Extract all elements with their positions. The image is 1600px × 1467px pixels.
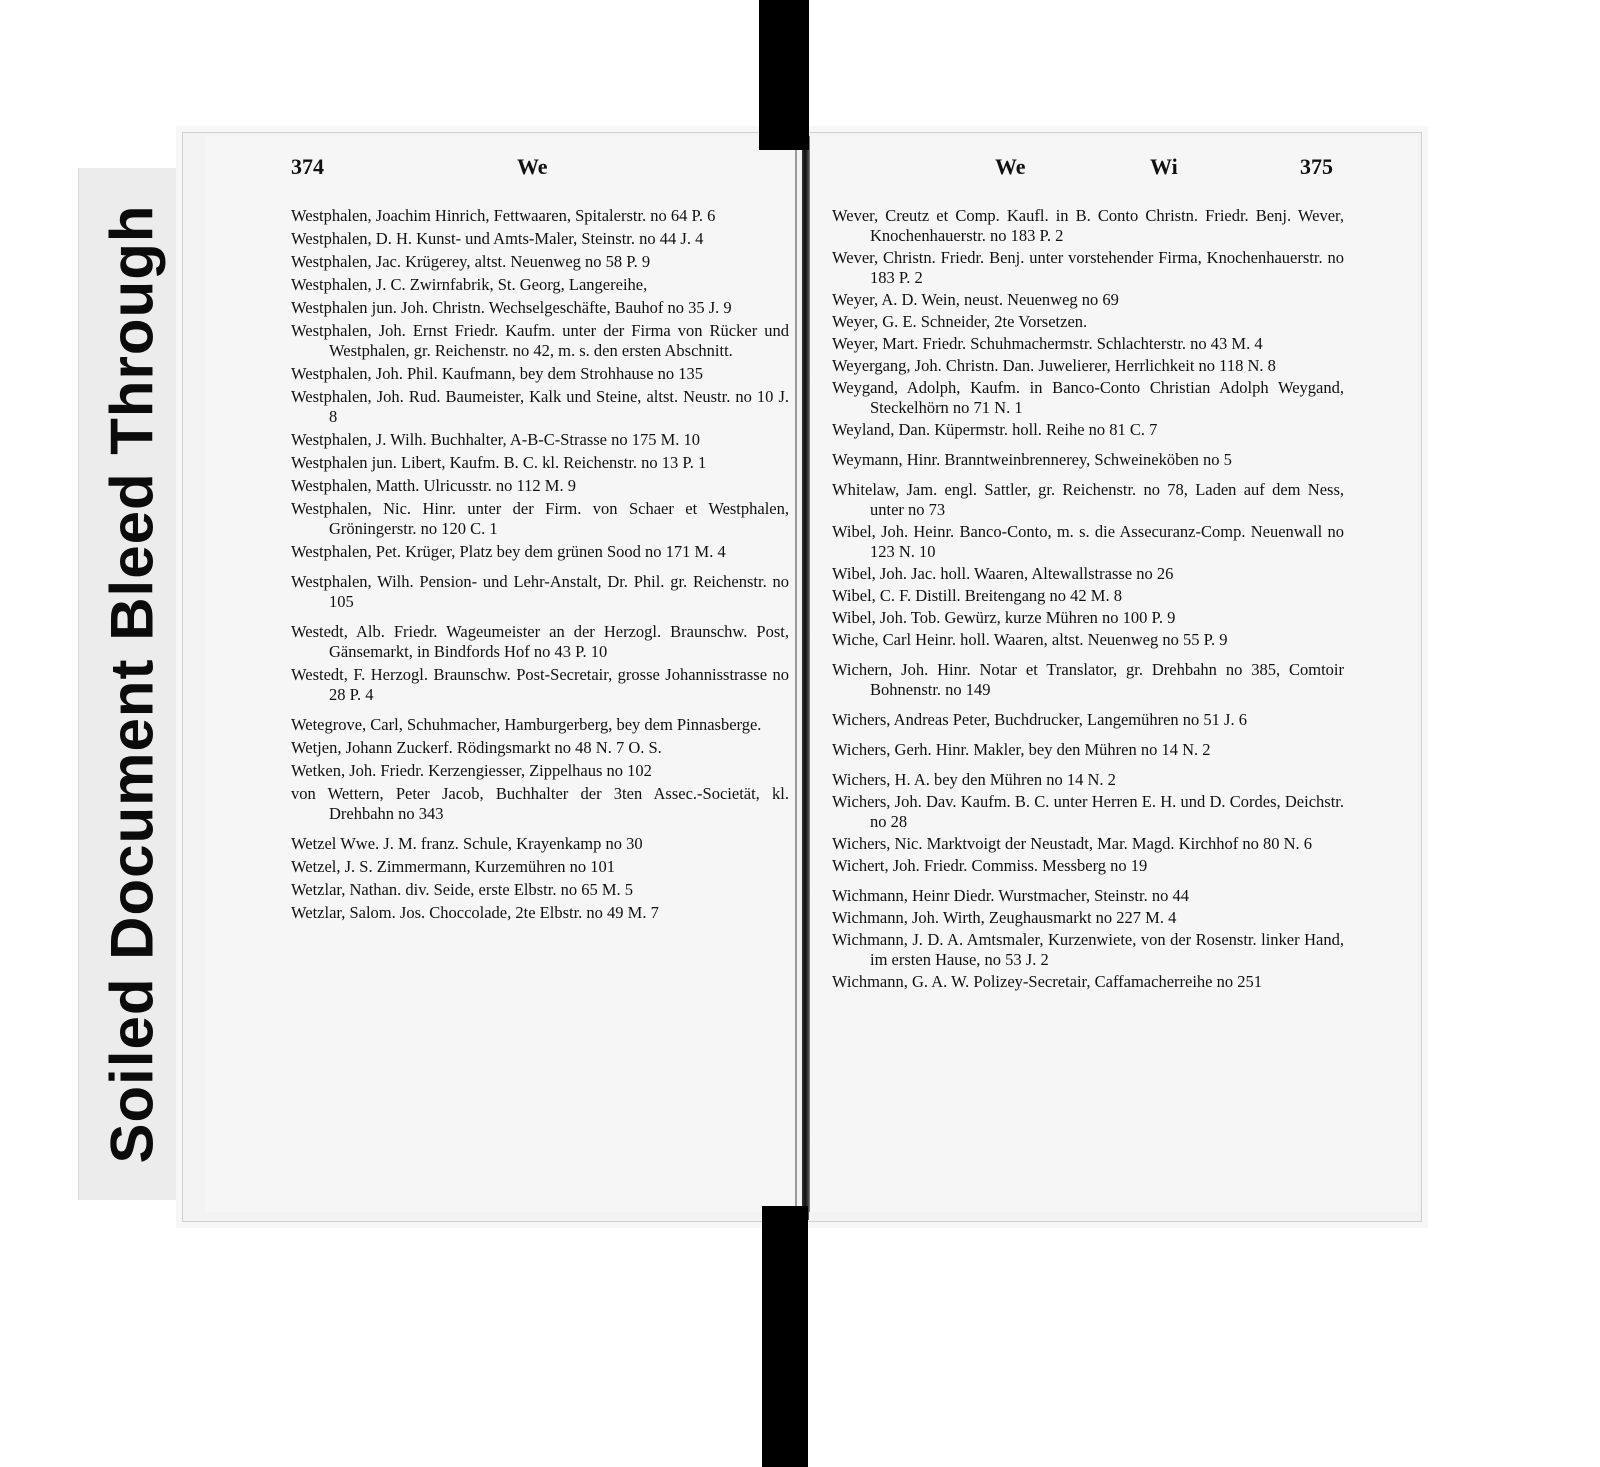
directory-entry: Wetzlar, Nathan. div. Seide, erste Elbstr. no 65 M. 5 xyxy=(291,880,633,899)
left-entry-list xyxy=(291,206,789,926)
directory-entry: Westedt, F. Herzogl. Braunschw. Post-Secretair, grosse Johannisstrasse no 28 P. 4 xyxy=(291,665,789,704)
directory-entry: Wichers, Nic. Marktvoigt der Neustadt, Mar. Magd. Kirchhof no 80 N. 6 xyxy=(832,834,1313,853)
directory-entry: Weyer, Mart. Friedr. Schuhmachermstr. Schlachterstr. no 43 M. 4 xyxy=(832,334,1263,353)
directory-entry: Wiche, Carl Heinr. holl. Waaren, altst. Neuenweg no 55 P. 9 xyxy=(832,630,1228,649)
directory-entry: Wibel, C. F. Distill. Breitengang no 42 M. 8 xyxy=(832,586,1122,605)
directory-entry: Wichmann, Heinr Diedr. Wurstmacher, Steinstr. no 44 xyxy=(832,886,1189,905)
directory-entry: Wichmann, Joh. Wirth, Zeughausmarkt no 227 M. 4 xyxy=(832,908,1177,927)
left-page-number: 374 xyxy=(291,154,324,179)
directory-entry: Westphalen, Jac. Krügerey, altst. Neuenweg no 58 P. 9 xyxy=(291,252,651,271)
binding-clip-top xyxy=(759,0,809,150)
directory-entry: Wichmann, G. A. W. Polizey-Secretair, Caffamacherreihe no 251 xyxy=(832,972,1262,991)
directory-entry: Westphalen, Wilh. Pension- und Lehr-Anstalt, Dr. Phil. gr. Reichenstr. no 105 xyxy=(291,572,789,611)
directory-entry: Weyland, Dan. Küpermstr. holl. Reihe no 81 C. 7 xyxy=(832,420,1158,439)
directory-entry: Weymann, Hinr. Branntweinbrennerey, Schweineköben no 5 xyxy=(832,450,1232,469)
directory-entry: Wibel, Joh. Jac. holl. Waaren, Altewallstrasse no 26 xyxy=(832,564,1174,583)
left-page-header xyxy=(205,154,795,194)
directory-entry: Wetegrove, Carl, Schuhmacher, Hamburgerberg, bey dem Pinnasberge. xyxy=(291,715,762,734)
directory-entry: Westphalen, Joh. Phil. Kaufmann, bey dem Strohhause no 135 xyxy=(291,364,704,383)
right-section-heading-1: We xyxy=(995,154,1026,179)
directory-entry: Whitelaw, Jam. engl. Sattler, gr. Reichenstr. no 78, Laden auf dem Ness, unter no 73 xyxy=(832,480,1344,519)
right-section-heading-2: Wi xyxy=(1150,154,1178,179)
directory-entry: Wetjen, Johann Zuckerf. Rödingsmarkt no 48 N. 7 O. S. xyxy=(291,738,662,757)
directory-entry: Wever, Creutz et Comp. Kaufl. in B. Conto Christn. Friedr. Benj. Wever, Knochenhauerstr. no 183 P. 2 xyxy=(832,206,1344,245)
right-page-number: 375 xyxy=(1300,154,1333,179)
directory-entry: Wichers, Andreas Peter, Buchdrucker, Langemühren no 51 J. 6 xyxy=(832,710,1247,729)
directory-entry: Westphalen, Joachim Hinrich, Fettwaaren, Spitalerstr. no 64 P. 6 xyxy=(291,206,716,225)
directory-entry: Weyergang, Joh. Christn. Dan. Juwelierer, Herrlichkeit no 118 N. 8 xyxy=(832,356,1276,375)
directory-entry: Westphalen, J. C. Zwirnfabrik, St. Georg, Langereihe, xyxy=(291,275,648,294)
book-gutter xyxy=(802,145,809,1220)
directory-entry: Wichern, Joh. Hinr. Notar et Translator, gr. Drehbahn no 385, Comtoir Bohnenstr. no 149 xyxy=(832,660,1344,699)
directory-entry: Westphalen, Pet. Krüger, Platz bey dem grünen Sood no 171 M. 4 xyxy=(291,542,726,561)
directory-entry: Weyer, A. D. Wein, neust. Neuenweg no 69 xyxy=(832,290,1119,309)
directory-entry: Weyer, G. E. Schneider, 2te Vorsetzen. xyxy=(832,312,1088,331)
directory-entry: Wetzel, J. S. Zimmermann, Kurzemühren no 101 xyxy=(291,857,616,876)
right-entry-list xyxy=(832,206,1344,994)
directory-entry: Westphalen jun. Libert, Kaufm. B. C. kl. Reichenstr. no 13 P. 1 xyxy=(291,453,707,472)
right-page xyxy=(808,136,1418,1212)
directory-entry: Wibel, Joh. Heinr. Banco-Conto, m. s. die Assecuranz-Comp. Neuenwall no 123 N. 10 xyxy=(832,522,1344,561)
left-section-heading: We xyxy=(517,154,548,179)
left-page xyxy=(205,136,797,1212)
directory-entry: Westphalen, Joh. Ernst Friedr. Kaufm. unter der Firma von Rücker und Westphalen, gr. Reichenstr. no 42, m. s. den ersten Abschnitt. xyxy=(291,321,789,360)
side-label: Soiled Document Bleed Through xyxy=(98,204,166,1164)
directory-entry: Westphalen jun. Joh. Christn. Wechselgeschäfte, Bauhof no 35 J. 9 xyxy=(291,298,732,317)
directory-entry: Westphalen, Nic. Hinr. unter der Firm. von Schaer et Westphalen, Gröningerstr. no 120 C. 1 xyxy=(291,499,789,538)
directory-entry: Wetzlar, Salom. Jos. Choccolade, 2te Elbstr. no 49 M. 7 xyxy=(291,903,659,922)
directory-entry: Wever, Christn. Friedr. Benj. unter vorstehender Firma, Knochenhauerstr. no 183 P. 2 xyxy=(832,248,1344,287)
directory-entry: Wichers, H. A. bey den Mühren no 14 N. 2 xyxy=(832,770,1116,789)
directory-entry: Westphalen, D. H. Kunst- und Amts-Maler, Steinstr. no 44 J. 4 xyxy=(291,229,704,248)
directory-entry: Wichmann, J. D. A. Amtsmaler, Kurzenwiete, von der Rosenstr. linker Hand, im ersten Hause, no 53 J. 2 xyxy=(832,930,1344,969)
directory-entry: Wetken, Joh. Friedr. Kerzengiesser, Zippelhaus no 102 xyxy=(291,761,652,780)
directory-entry: Wibel, Joh. Tob. Gewürz, kurze Mühren no 100 P. 9 xyxy=(832,608,1176,627)
right-page-header xyxy=(810,154,1418,194)
directory-entry: Wichers, Gerh. Hinr. Makler, bey den Mühren no 14 N. 2 xyxy=(832,740,1211,759)
directory-entry: Weygand, Adolph, Kaufm. in Banco-Conto Christian Adolph Weygand, Steckelhörn no 71 N. 1 xyxy=(832,378,1344,417)
directory-entry: von Wettern, Peter Jacob, Buchhalter der 3ten Assec.-Societät, kl. Drehbahn no 343 xyxy=(291,784,789,823)
directory-entry: Westphalen, J. Wilh. Buchhalter, A-B-C-Strasse no 175 M. 10 xyxy=(291,430,701,449)
directory-entry: Westphalen, Matth. Ulricusstr. no 112 M. 9 xyxy=(291,476,576,495)
directory-entry: Westedt, Alb. Friedr. Wageumeister an der Herzogl. Braunschw. Post, Gänsemarkt, in Bindfords Hof no 43 P. 10 xyxy=(291,622,789,661)
directory-entry: Wichers, Joh. Dav. Kaufm. B. C. unter Herren E. H. und D. Cordes, Deichstr. no 28 xyxy=(832,792,1344,831)
directory-entry: Wetzel Wwe. J. M. franz. Schule, Krayenkamp no 30 xyxy=(291,834,643,853)
directory-entry: Wichert, Joh. Friedr. Commiss. Messberg no 19 xyxy=(832,856,1148,875)
binding-clip-bottom xyxy=(762,1206,808,1467)
directory-entry: Westphalen, Joh. Rud. Baumeister, Kalk und Steine, altst. Neustr. no 10 J. 8 xyxy=(291,387,789,426)
